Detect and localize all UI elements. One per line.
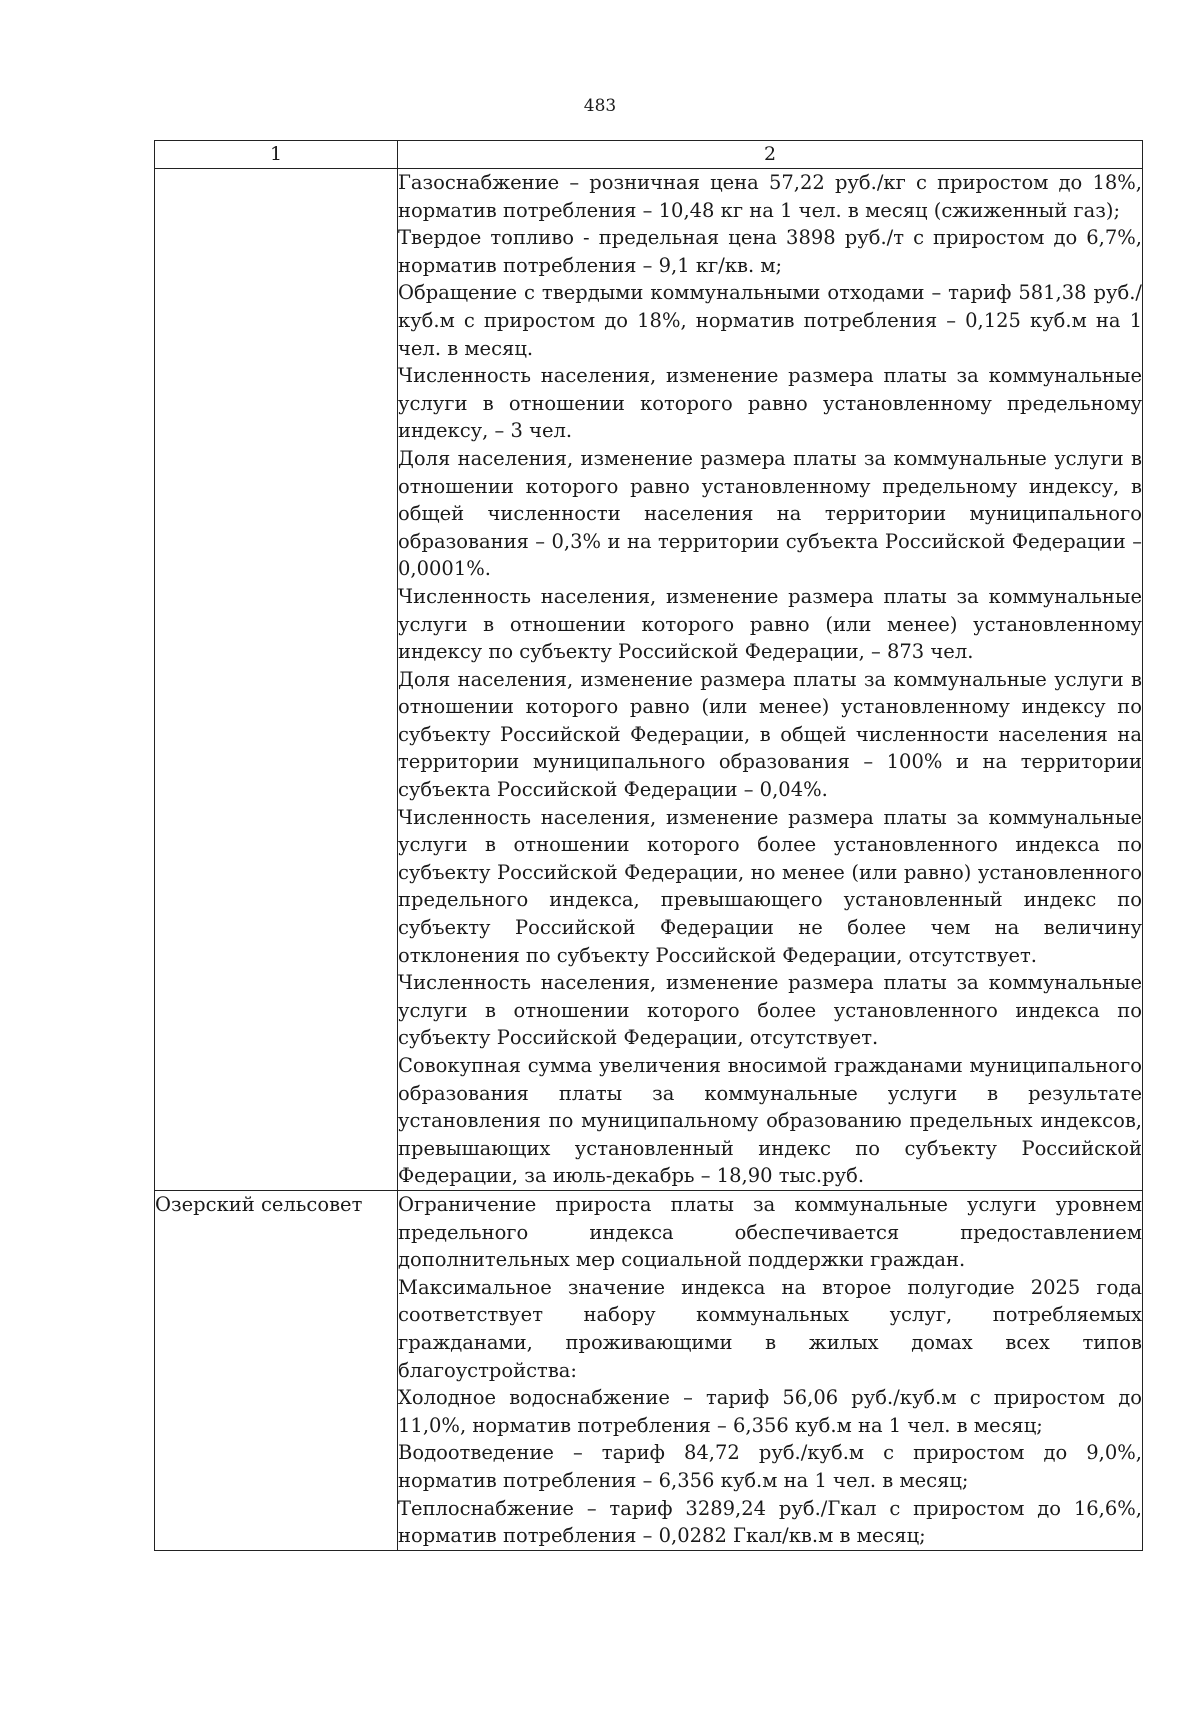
paragraph: Обращение с твердыми коммунальными отходами – тариф 581,38 руб./куб.м с приростом до 18%, норматив потребления – 0,125 куб.м на 1 чел. в месяц. [398,281,1142,360]
document-table [154,140,1143,1551]
column-header-1: 1 [155,141,398,169]
paragraph: Газоснабжение – розничная цена 57,22 руб./кг с приростом до 18%, норматив потребления – 10,48 кг на 1 чел. в месяц (сжиженный газ); [398,171,1142,222]
paragraph: Ограничение прироста платы за коммунальные услуги уровнем предельного индекса обеспечивается предоставлением дополнительных мер социальной поддержки граждан. [398,1192,1142,1272]
paragraph: Численность населения, изменение размера платы за коммунальные услуги в отношении которого более установленного индекса по субъекту Российской Федерации, отсутствует. [398,971,1142,1050]
municipality-name: Озерский сельсовет [155,1190,398,1550]
paragraph: Доля населения, изменение размера платы за коммунальные услуги в отношении которого равно установленному предельному индексу, в общей численности населения на территории муниципального образования – 0,3% и на территории субъекта Российской Федерации – 0,0001%. [398,446,1142,581]
column-header-2: 2 [398,141,1143,169]
paragraph: Доля населения, изменение размера платы за коммунальные услуги в отношении которого равно (или менее) установленному индексу по субъекту Российской Федерации, в общей численности населения на территории муниципального образования – 100% и на территории субъекта Российской Федерации – 0,04%. [398,667,1142,802]
paragraph: Численность населения, изменение размера платы за коммунальные услуги в отношении которого более установленного индекса по субъекту Российской Федерации, но менее (или равно) установленного предельного индекса, превышающего установленный индекс по субъекту Российской Федерации не более чем на величину отклонения по субъекту Российской Федерации, отсутствует. [398,805,1142,967]
paragraph: Совокупная сумма увеличения вносимой гражданами муниципального образования платы за коммунальные услуги в результате установления по муниципальному образованию предельных индексов, превышающих установленный индекс по субъекту Российской Федерации, за июль-декабрь – 18,90 тыс.руб. [398,1054,1142,1188]
paragraph: Численность населения, изменение размера платы за коммунальные услуги в отношении которого равно установленному предельному индексу, – 3 чел. [398,364,1142,443]
table-row [155,1190,1143,1550]
paragraph: Водоотведение – тариф 84,72 руб./куб.м с приростом до 9,0%, норматив потребления – 6,356 куб.м на 1 чел. в месяц; [398,1441,1142,1492]
row-content [398,169,1143,1191]
table-row [155,169,1143,1191]
paragraph: Твердое топливо - предельная цена 3898 руб./т с приростом до 6,7%, норматив потребления – 9,1 кг/кв. м; [398,226,1142,277]
municipality-name [155,169,398,1191]
page-number: 483 [583,96,617,116]
paragraph: Численность населения, изменение размера платы за коммунальные услуги в отношении которого равно (или менее) установленному индексу по субъекту Российской Федерации, – 873 чел. [398,584,1142,664]
row-content [398,1190,1143,1550]
table-header-row [155,141,1143,169]
paragraph: Холодное водоснабжение – тариф 56,06 руб./куб.м с приростом до 11,0%, норматив потребления – 6,356 куб.м на 1 чел. в месяц; [398,1386,1142,1437]
paragraph: Теплоснабжение – тариф 3289,24 руб./Гкал с приростом до 16,6%, норматив потребления – 0,0282 Гкал/кв.м в месяц; [398,1496,1142,1548]
paragraph: Максимальное значение индекса на второе полугодие 2025 года соответствует набору коммунальных услуг, потребляемых гражданами, проживающими в жилых домах всех типов благоустройства: [398,1275,1142,1382]
